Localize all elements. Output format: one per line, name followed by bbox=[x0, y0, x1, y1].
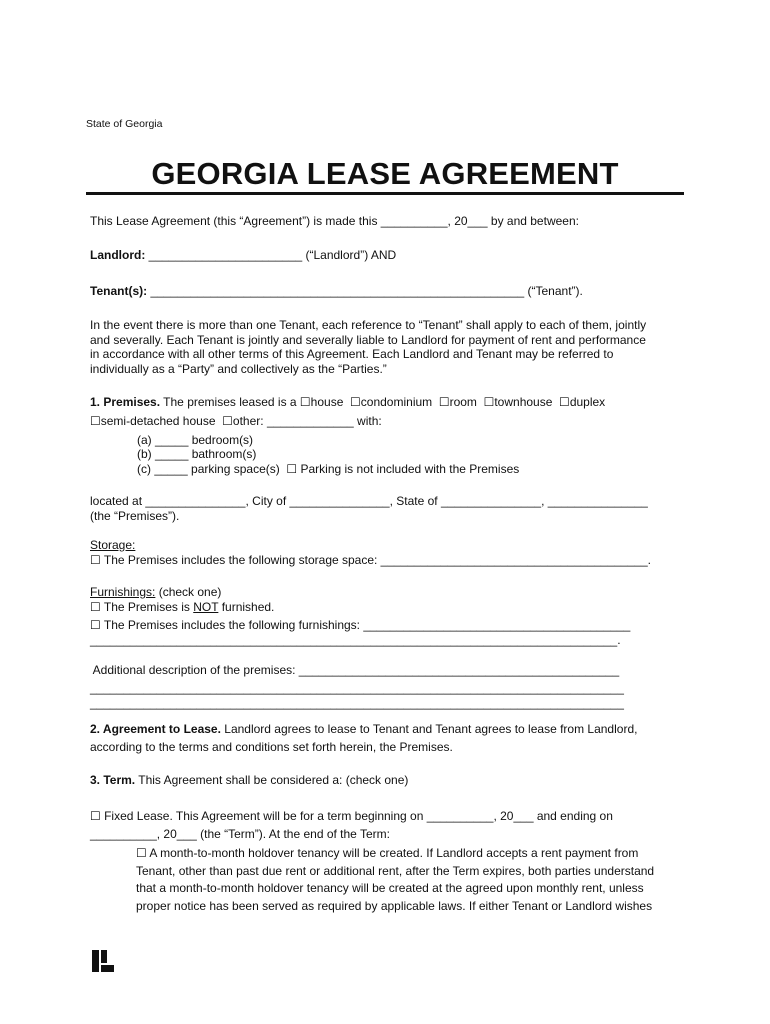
state-label: State of Georgia bbox=[86, 118, 163, 130]
intro-paragraph-line: in accordance with all other terms of this Agreement. Each Landlord and Tenant may be referred to bbox=[90, 347, 614, 361]
holdover-line: ☐ A month-to-month holdover tenancy will be created. If Landlord accepts a rent payment from bbox=[136, 846, 639, 860]
premises-item-parking: (c) _____ parking space(s) ☐ Parking is not included with the Premises bbox=[137, 462, 520, 476]
premises-item-bathrooms: (b) _____ bathroom(s) bbox=[137, 447, 257, 461]
holdover-line: Tenant, other than past due rent or additional rent, after the Term expires, both parties understand bbox=[136, 864, 655, 878]
furnishings-note: (check one) bbox=[155, 585, 222, 599]
document-title: GEORGIA LEASE AGREEMENT bbox=[151, 156, 619, 191]
term-line bbox=[90, 773, 408, 788]
intro-paragraph-line: In the event there is more than one Tenant, each reference to “Tenant” shall apply to each of them, jointly bbox=[90, 318, 647, 332]
additional-description-line: Additional description of the premises: ________________________________________________ bbox=[90, 663, 620, 677]
intro-line: This Lease Agreement (this “Agreement”) is made this __________, 20___ by and between: bbox=[90, 214, 579, 228]
agreement-text: Landlord agrees to lease to Tenant and Tenant agrees to lease from Landlord, bbox=[220, 722, 638, 736]
title-rule bbox=[86, 192, 684, 195]
storage-line: ☐ The Premises includes the following storage space: ________________________________________. bbox=[90, 553, 651, 567]
premises-line-1 bbox=[90, 395, 605, 410]
premises-type-options: The premises leased is a ☐house ☐condominium ☐room ☐townhouse ☐duplex bbox=[160, 395, 606, 409]
furnishings-not-pre: ☐ The Premises is bbox=[90, 600, 194, 614]
furnishings-not-line bbox=[90, 600, 274, 615]
agreement-line-1 bbox=[90, 722, 637, 737]
furnishings-not-post: furnished. bbox=[218, 600, 275, 614]
tenant-label: Tenant(s): bbox=[90, 284, 148, 298]
fixed-lease-line-1: ☐ Fixed Lease. This Agreement will be for a term beginning on __________, 20___ and ending on bbox=[90, 809, 613, 823]
tenant-line bbox=[90, 284, 583, 299]
term-text: This Agreement shall be considered a: (check one) bbox=[135, 773, 409, 787]
additional-blank-line: ________________________________________________________________________________ bbox=[90, 696, 624, 710]
premises-heading: 1. Premises. bbox=[90, 395, 161, 409]
fixed-lease-line-2: __________, 20___ (the “Term”). At the end of the Term: bbox=[90, 827, 390, 841]
additional-blank-line: ________________________________________________________________________________ bbox=[90, 681, 624, 695]
landlord-label: Landlord: bbox=[90, 248, 146, 262]
furnishings-blank-line: _______________________________________________________________________________. bbox=[90, 633, 621, 647]
agreement-line-2: according to the terms and conditions set forth herein, the Premises. bbox=[90, 740, 453, 754]
agreement-heading: 2. Agreement to Lease. bbox=[90, 722, 221, 736]
lawdistrict-logo-icon bbox=[92, 950, 114, 972]
premises-item-bedrooms: (a) _____ bedroom(s) bbox=[137, 433, 254, 447]
premises-line-2: ☐semi-detached house ☐other: _____________ with: bbox=[90, 414, 382, 428]
intro-paragraph-line: individually as a “Party” and collectively as the “Parties.” bbox=[90, 362, 387, 376]
holdover-line: that a month-to-month holdover tenancy will be created at the agreed upon monthly rent, unless bbox=[136, 881, 644, 895]
intro-paragraph-line: and severally. Each Tenant is jointly and severally liable to Landlord for payment of rent and performance bbox=[90, 333, 646, 347]
furnishings-heading: Furnishings: bbox=[90, 585, 156, 599]
storage-heading: Storage: bbox=[90, 538, 136, 552]
furnishings-not-word: NOT bbox=[193, 600, 219, 614]
furnishings-includes-line: ☐ The Premises includes the following furnishings: ________________________________________ bbox=[90, 618, 631, 632]
holdover-line: proper notice has been served as required by applicable laws. If either Tenant or Landlord wishes bbox=[136, 899, 653, 913]
landlord-line bbox=[90, 248, 396, 263]
furnishings-heading-line bbox=[90, 585, 221, 600]
located-line-1: located at _______________, City of _______________, State of _______________, _______________ bbox=[90, 494, 648, 508]
term-heading: 3. Term. bbox=[90, 773, 136, 787]
tenant-blank: ________________________________________________________ (“Tenant”). bbox=[147, 284, 583, 298]
located-line-2: (the “Premises”). bbox=[90, 509, 180, 523]
landlord-blank: _______________________ (“Landlord”) AND bbox=[145, 248, 397, 262]
